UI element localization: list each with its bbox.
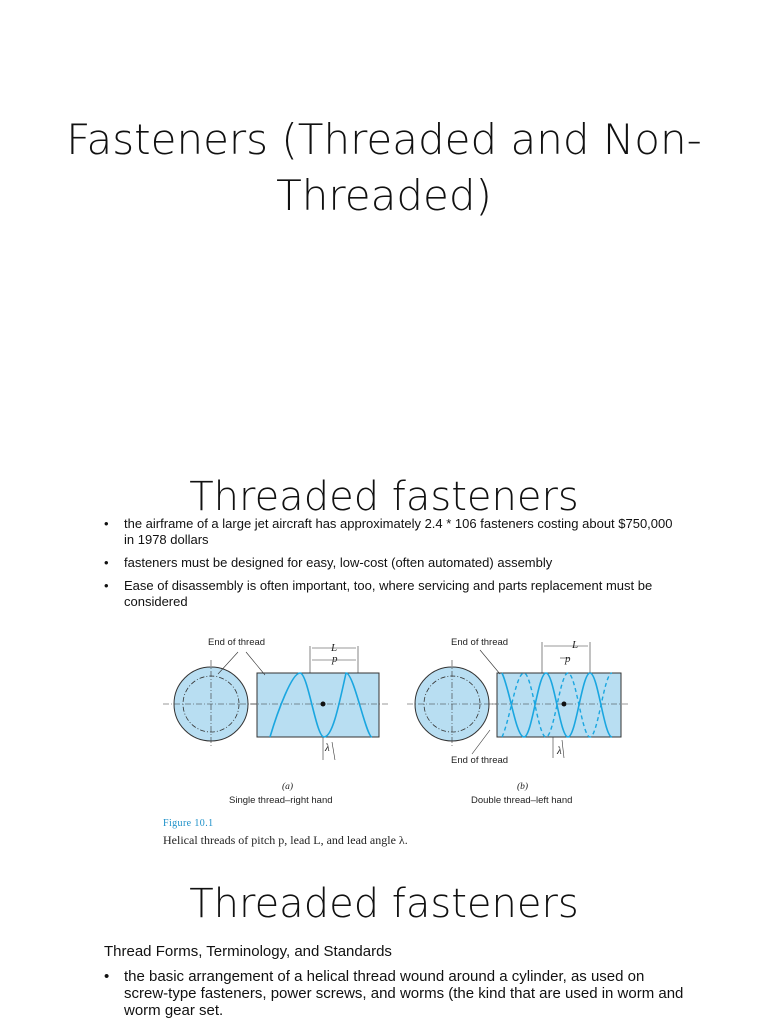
bullet-item: • the airframe of a large jet aircraft has approximately 2.4 * 106 fasteners costing about $750,000 in 1978 dollars [104,516,684,548]
panel-b-letter: (b) [517,782,529,792]
panel-b-cylinder [472,642,630,758]
lead-label: L [572,639,579,651]
panel-a-letter: (a) [282,782,294,792]
lead-angle-label: λ [325,742,330,754]
bullet-item: • Ease of disassembly is often important, too, where servicing and parts replacement must be considered [104,578,684,610]
figure-number: Figure 10.1 [163,818,214,829]
end-of-thread-label: End of thread [208,637,266,648]
bullet-item: • fasteners must be designed for easy, low-cost (often automated) assembly [104,555,684,571]
bullet-item: • the basic arrangement of a helical thread wound around a cylinder, as used on screw-type fasteners, power screws, and worms (the kind that are used in worm and worm gear set. [104,968,684,1019]
end-of-thread-label: End of thread [451,637,509,648]
panel-a-caption: Single thread–right hand [229,795,333,806]
end-of-thread-label: End of thread [451,755,509,766]
pitch-label: p [565,653,571,665]
bullet-list [104,516,684,617]
bullet-list [104,968,684,1019]
pitch-label: p [332,653,338,665]
section-heading: Threaded fasteners [189,474,579,520]
figure-caption: Helical threads of pitch p, lead L, and lead angle λ. [163,833,408,847]
slide-title: Fasteners (Threaded and Non-Threaded) [66,115,702,220]
lead-angle-label: λ [557,745,562,757]
panel-a-end-view [163,660,259,748]
section-heading: Threaded fasteners [189,881,579,927]
lead-label: L [331,642,338,654]
panel-b-caption: Double thread–left hand [471,795,573,806]
subheading: Thread Forms, Terminology, and Standards [104,943,392,960]
